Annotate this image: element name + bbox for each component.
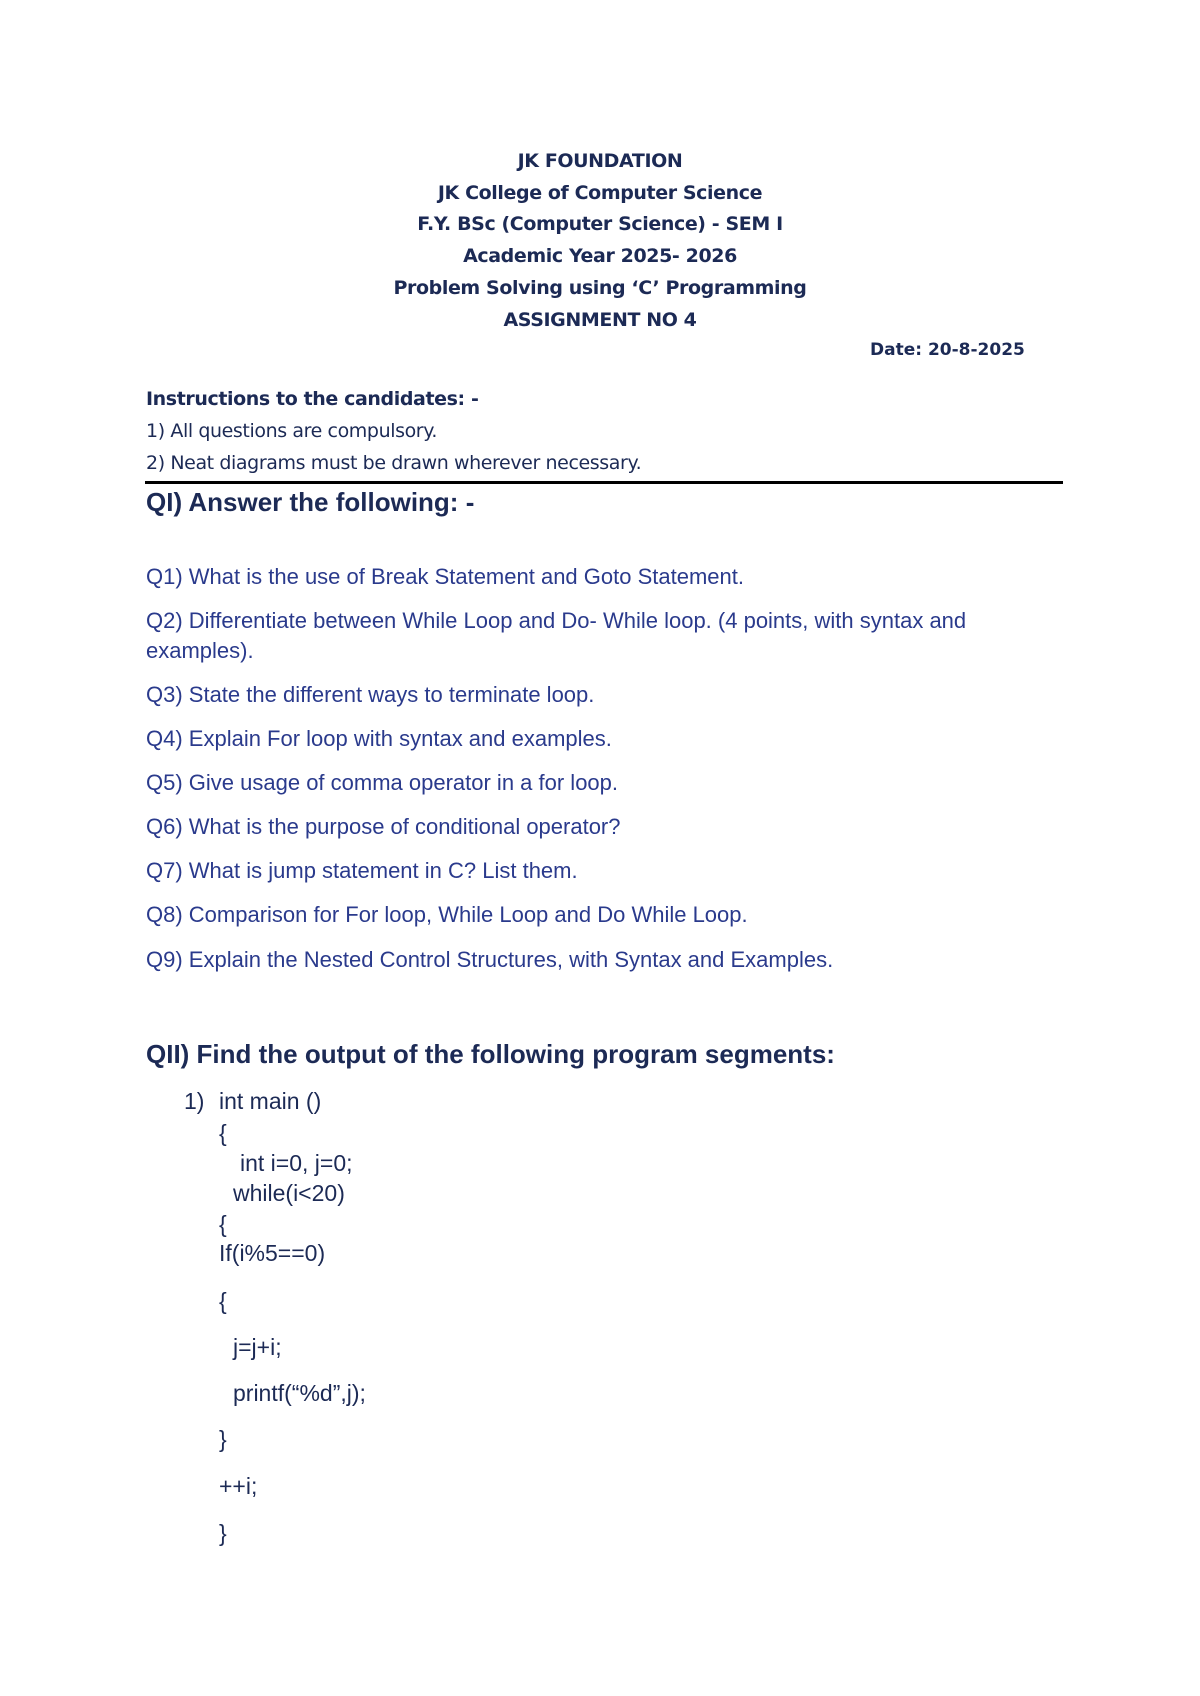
org-name: JK FOUNDATION — [517, 150, 683, 172]
course-name: F.Y. BSc (Computer Science) - SEM I — [417, 213, 783, 235]
question-q6: Q6) What is the purpose of conditional operator? — [146, 814, 621, 839]
question-q9: Q9) Explain the Nested Control Structures, with Syntax and Examples. — [146, 947, 834, 972]
assignment-date: Date: 20-8-2025 — [870, 340, 1025, 360]
academic-year: Academic Year 2025- 2026 — [463, 245, 737, 267]
code-line: ++i; — [219, 1473, 258, 1499]
question-q5: Q5) Give usage of comma operator in a for loop. — [146, 770, 619, 795]
instructions-title: Instructions to the candidates: - — [146, 388, 479, 410]
question-q2: Q2) Differentiate between While Loop and Do- While loop. (4 points, with syntax and examples). — [146, 608, 967, 663]
instruction-item: 2) Neat diagrams must be drawn wherever necessary. — [146, 452, 642, 474]
section2-title: QII) Find the output of the following program segments: — [146, 1039, 835, 1069]
code-line: } — [219, 1520, 227, 1546]
code-line: printf(“%d”,j); — [233, 1380, 366, 1406]
question-q7: Q7) What is jump statement in C? List them. — [146, 858, 578, 883]
section1-title: QI) Answer the following: - — [146, 487, 475, 517]
college-name: JK College of Computer Science — [437, 182, 763, 204]
question-q8: Q8) Comparison for For loop, While Loop and Do While Loop. — [146, 902, 748, 927]
subject-title: Problem Solving using ‘C’ Programming — [393, 277, 807, 299]
code-line: If(i%5==0) — [219, 1240, 326, 1266]
program-item-number: 1) — [184, 1088, 205, 1114]
code-line: { — [219, 1288, 227, 1314]
assignment-title: ASSIGNMENT NO 4 — [503, 309, 697, 331]
instruction-item: 1) All questions are compulsory. — [146, 420, 437, 442]
code-line: { — [219, 1211, 227, 1237]
code-line: { — [219, 1120, 227, 1146]
code-line: } — [219, 1426, 227, 1452]
code-line: int i=0, j=0; — [240, 1150, 353, 1176]
question-q4: Q4) Explain For loop with syntax and examples. — [146, 726, 612, 751]
question-q1: Q1) What is the use of Break Statement and Goto Statement. — [146, 564, 744, 589]
code-line: while(i<20) — [233, 1180, 345, 1206]
divider-line — [145, 481, 1063, 484]
code-line: j=j+i; — [233, 1334, 282, 1360]
question-q3: Q3) State the different ways to terminate loop. — [146, 682, 595, 707]
code-line: int main () — [219, 1088, 322, 1114]
